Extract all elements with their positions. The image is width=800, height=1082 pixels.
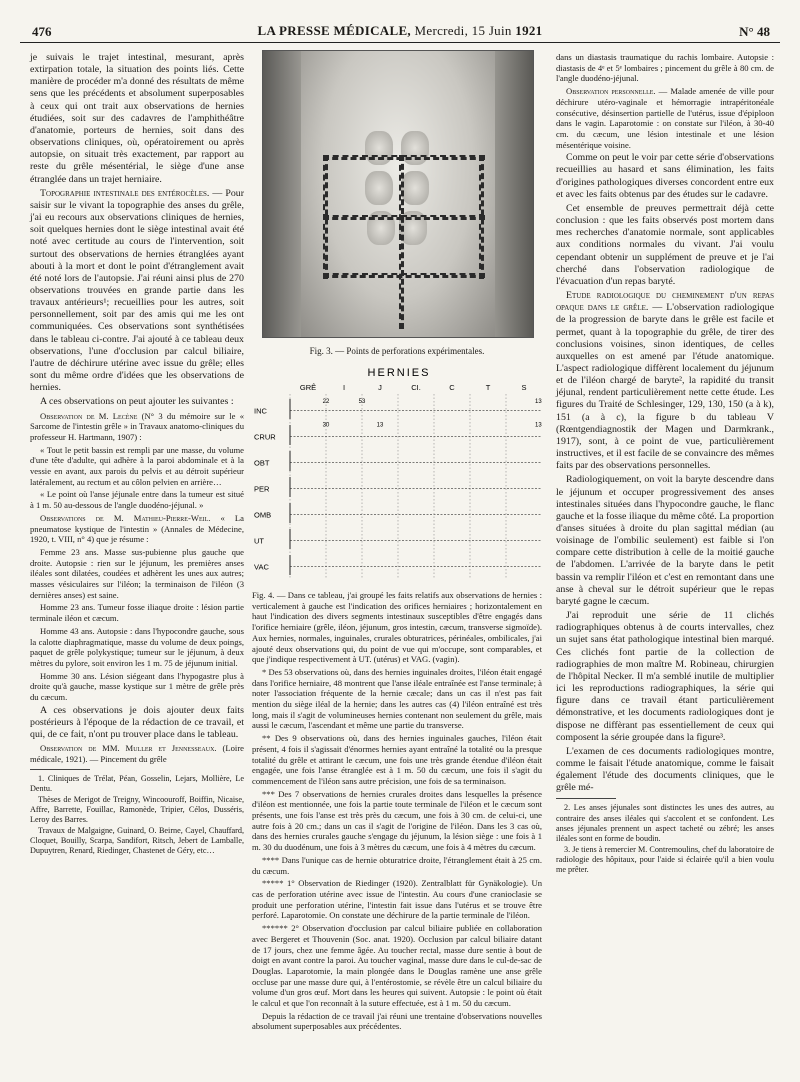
caption-note: **** Dans l'unique cas de hernie obturatrice droite, l'étranglement était à 25 cm. du cæcum. <box>252 854 542 876</box>
section-heading: Etude radiologique du cheminement d'un repas opaque dans le grêle. <box>556 290 774 314</box>
caption-note: ** Des 9 observations où, dans des hernies inguinales gauches, l'iléon était présent, 4 fois il s'agissait d'énormes hernies ayant entraîné la totalité ou la presque totalité du grêle et attirant le cæcum, une fois une très grande étendue d'iléon était engagée, une fois l'anse étranglée est à 1 m. 50 du cæcum, une fois il s'agit du commencement de l'iléon sans autre précision, une fois de sa terminaison. <box>252 733 542 786</box>
paragraph: Homme 23 ans. Tumeur fosse iliaque droite : lésion partie terminale iléon et cæcum. <box>30 602 244 624</box>
paragraph: Observation de M. Lecène (N° 3 du mémoire sur le « Sarcome de l'intestin grêle » in Travaux anatomo-cliniques du professeur H. Hartmann, 1907) : <box>30 410 244 442</box>
abdomen-image <box>301 51 495 337</box>
hernies-chart <box>250 362 548 588</box>
paragraph: Femme 23 ans. Masse sus-pubienne plus gauche que droite. Autopsie : rien sur le jéjunum, les premières anses iléales sont dilatées, coudées et adhèrent les unes aux autres; masses vésiculaires sur l'iléon; la terminaison de l'iléon (3 dernières anses) est saine. <box>30 546 244 600</box>
column-label: CI. <box>411 383 421 392</box>
column-label: GRÊ <box>299 383 317 392</box>
caption-note: * Des 53 observations où, dans des hernies inguinales droites, l'iléon était engagé dans l'orifice herniaire, 48 montrent que l'anse iléale entraînée est l'anse terminale; à noter l'association fréquente de la hernie cæcale; dans un cas il n'est pas fait mention du siège iléal de la hernie; dans les autres cas (4) l'iléon entraîné est très long, mais il s'agit de volumineuses hernies contenant non seulement du grêle, mais aussi le cæcum, l'ascendant et même une partie du transverse. <box>252 666 542 731</box>
paragraph: Observation personnelle. — Malade amenée de ville pour déchirure utéro-vaginale et hémorragie intrapéritonéale consécutive, désinsertion partielle de l'utérus, issue d'épiploon dans le vagin. Laparotomie : on constate sur l'iléon, à 30-40 cm. du cæcum, une lésion intestinale et une lésion mésentérique voisine. <box>556 86 774 150</box>
data-label: 30 <box>322 422 330 429</box>
paragraph: Topographie intestinale des entérocèles. — Pour saisir sur le vivant la topographie des anses du grêle, j'ai eu recours aux observations cliniques de hernies, soit quelques hernies dont le siège intestinal avait été noté avec certitude au cours de l'intervention, soit surtout des observations de hernies étranglées ayant abouti à la mort et dont le point d'étranglement avait été noté lors de l'autopsie. J'ai réuni ainsi plus de 270 observations trouvées en grande partie dans les travaux antérieurs¹; recueillies pour les autres, soit personnellement, soit par des amis qui me les ont communiquées. Ces observations sont synthétisées dans le tableau ci-contre. J'ai ajouté à ce tableau deux observations, l'une d'occlusion par calcul biliaire, l'autre de déchirure utérine avec issue du grêle; elles sont du même ordre d'idées que les observations de hernies. <box>30 187 244 394</box>
caption-note: Depuis la rédaction de ce travail j'ai réuni une trentaine d'observations nouvelles absolument superposables aux précédentes. <box>252 1010 542 1032</box>
paragraph: Homme 30 ans. Lésion siégeant dans l'hypogastre plus à droite qu'à gauche, masse kystique sur 1 mètre de grêle près du cæcum. <box>30 670 244 703</box>
perforation-line <box>323 273 485 278</box>
footnote: 2. Les anses jéjunales sont distinctes les unes des autres, au contraire des anses iléales qui s'accolent et se confondent. Les anses jéjunales prennent un aspect tacheté ou zébré; les anses iléales sont en forme de boudin. <box>556 803 774 843</box>
footnote-divider <box>556 798 616 799</box>
figure-3-photograph <box>262 50 534 338</box>
paragraph: je suivais le trajet intestinal, mesurant, après extirpation totale, la situation des points liés. Cette manière de procéder m'a donné des résultats de même sens que les précédents et absolument superposables à ceux qui ont trait aux observations de hernies étudiées, soit sur des cadavres de l'amphithéâtre d'anatomie, porteurs de hernies, soit dans des observations cliniques, où, opératoirement ou après autopsie, on situait très exactement, par rapport au reste du grêle mésentérial, le siège d'une anse étranglée dans un trajet herniaire. <box>30 52 244 185</box>
footnote: 3. Je tiens à remercier M. Contremoulins, chef du laboratoire de radiologie des hôpitaux, pour l'aide si éclairée qu'il a bien voulu me prêter. <box>556 844 774 875</box>
paragraph: « Le point où l'anse jéjunale entre dans la tumeur est situé à 1 m. 50 au-dessous de l'angle duodéno-jéjunal. » <box>30 489 244 511</box>
page-header <box>20 22 780 43</box>
footnotes <box>30 774 244 857</box>
paragraph: A ces observations on peut ajouter les suivantes : <box>40 396 234 408</box>
caption-note: *** Des 7 observations de hernies crurales droites dans lesquelles la présence d'iléon est mentionnée, une fois la partie toute terminale de l'iléon et le cæcum sont présents, une fois l'anse est très près du cæcum, une fois à 30 cm. de celui-ci, une autre fois à 20 cm.; dans un cas il s'agit de l'origine de l'iléon. Dans les 3 cas où, dans des hernies crurales gauche s'engage du jéjunum, la lésion siège : une fois à 1 m. 30 du duodénum, une fois à 3 mètres du cæcum, une fois à 4 mètres du cæcum. <box>252 788 542 853</box>
paragraph: Observation de MM. Muller et Jennesseaux. (Loire médicale, 1921). — Pincement du grêle <box>30 743 244 764</box>
paragraph: Cet ensemble de preuves permettrait déjà cette conclusion : que les faits observés post mortem dans mes recherches d'anatomie normale, sont applicables aux conditions normales du vivant. J'ai voulu cependant obtenir un supplément de preuve et je l'ai cherché dans l'observation radiologique de l'évacuation d'un repas baryté. <box>556 202 774 287</box>
paragraph: A ces observations je dois ajouter deux faits postérieurs à l'époque de la rédaction de ce travail, et qui, de ce fait, n'ont pu trouver place dans le tableau. <box>30 704 244 741</box>
footnote: 1. Cliniques de Trélat, Péan, Gosselin, Lejars, Mollière, Le Dentu. <box>30 773 244 793</box>
row-label: OMB <box>254 510 272 520</box>
row-label: PER <box>254 484 270 494</box>
row-label: OBT <box>254 458 270 468</box>
paragraph: J'ai reproduit une série de 11 clichés radiographiques obtenus à de courts intervalles, chez un sujet sans état pathologique intestinal bien marqué. Ces clichés font partie de la collection de radiographies de mon maître M. Robineau, chirurgien de l'hôpital Necker. Il m'a semblé inutile de multiplier ici les reproductions radiographiques, la série qui figure dans ce travail étant particulièrement démonstrative, et les documents radiologiques dont je dispose ne diffèrant pas essentiellement de ceux qui composent la série groupée dans la figure³. <box>556 610 774 743</box>
figure-3-caption: Fig. 3. — Points de perforations expérimentales. <box>309 346 485 356</box>
caption-note: ****** 2° Observation d'occlusion par calcul biliaire publiée en collaboration avec Bergeret et Thouvenin (Soc. anat. 1920). Occlusion par calcul biliaire datant de 17 jours, chez une femme âgée. Au toucher rectal, masse dure sentie à bout de doigt en avant contre la paroi. Au toucher vaginal, masse dure dans le cul-de-sac de Douglas. Laparotomie, la main plongée dans le Douglas ramène une anse grêle occluse par une masse dure qui, à l'entérostomie, se révèle être un calcul biliaire du volume d'un gros œuf. Mort dans les heures qui suivent. Autopsie : le point où était le calcul et que l'on reconnaît à la suture effectuée, est à 1 m. 50 du cæcum. <box>252 923 542 1009</box>
paragraph: Radiologiquement, on voit la baryte descendre dans le jéjunum et occuper progressivement des anses intestinales situées dans l'hypocondre gauche, le flanc gauche et la fosse iliaque du même côté. La proportion d'anses situées à droite du plan sagittal médian (au voisinage de l'ombilic seulement) est faible si l'on compare cette distribution à celle de la moitié gauche de l'abdomen. L'arrivée de la baryte dans le petit bassin va remplir l'iléon et c'est en remontant dans une anse à cheval sur le détroit supérieur que le repas baryté gagne le cæcum. <box>556 474 774 607</box>
muscle-shape <box>401 171 429 205</box>
data-label: 53 <box>358 399 366 406</box>
data-label: 13 <box>535 422 542 429</box>
row-label: CRUR <box>254 432 276 442</box>
column-label: T <box>485 383 491 392</box>
row-label: INC <box>254 406 267 416</box>
paragraph: Etude radiologique du cheminement d'un repas opaque dans le grêle. — L'observation radiologique de la progression de baryte dans le grêle est facile et permet, quant à la topographie du grêle, de tirer des conclusions voisines, sinon identiques, de celles auxquelles on est amené par l'étude anatomique. L'aspect radiologique diffèrent localement du jéjunum et de l'iléon chargé de baryte², la rapidité du transit jéjunal, rendent particulièrement nette cette étude. Les figures du Traité de Schlesinger, 129, 130, 150 (a à k), 151 (a à c), la figure b du tableau V (Rœntgendiagnostik der Magen und Darmkrank., 1917), sont, à ce point de vue, particulièrement instructives, et il est facile de se convaincre des mêmes faits par des observations personnelles. <box>556 290 774 472</box>
paragraph: Observations de M. Mathieu-Pierre-Weil. « La pneumatose kystique de l'intestin » (Annales de Médecine, 1920, t. VIII, n° 4) que je résume : <box>30 512 244 545</box>
paragraph: L'examen de ces documents radiologiques montre, comme le faisait l'étude anatomique, comme le faisait également l'étude des documents cliniques, que le grêle mé- <box>556 745 774 794</box>
data-label: 13 <box>535 399 542 406</box>
footnotes <box>556 803 774 875</box>
column-label: C <box>449 383 455 392</box>
figure-4-caption <box>252 590 542 1034</box>
footnote: Thèses de Merigot de Treigny, Wincoouroff, Boiffin, Nicaise, Affre, Barrette, Fouillac, Ramonède, Tripier, Célos, Dusséris, Leroy des Barres. <box>30 794 244 825</box>
paragraph: Homme 43 ans. Autopsie : dans l'hypocondre gauche, sous la calotte diaphragmatique, masse du volume de deux poings, paquet de grêle polykystique; tumeur sur le jéjunum, à deux mètres du pylore, soit environ les 1 m. 75 de jéjunum initial. <box>30 625 244 668</box>
column-label: I <box>342 383 346 392</box>
issue-number: N° 48 <box>739 24 770 39</box>
muscle-shape <box>365 171 393 205</box>
caption-paragraph: Fig. 4. — Dans ce tableau, j'ai groupé les faits relatifs aux observations de hernies : verticalement à gauche est l'indication des orifices herniaires ; horizontalement en haut l'indication des divers segments intestinaux susceptibles d'être engagés dans l'orifice herniaire (grêle, iléon, jéjunum, gros intestin, cæcum, transverse sigmoïde). Aux hernies, normales, inguinales, crurales obturatrices, périnéales, ombilicales, j'ai ajouté deux observations qui, du point de vue qui m'occupe, sont comparables, et que j'indique respectivement à UT. (utérus) et VAG. (vagin). <box>252 590 542 665</box>
row-label: VAC <box>254 562 269 572</box>
row-label: UT <box>254 536 264 546</box>
perforation-line <box>399 155 404 329</box>
journal-title: LA PRESSE MÉDICALE, Mercredi, 15 Juin 1921 <box>257 23 543 38</box>
paragraph: « Tout le petit bassin est rempli par une masse, du volume d'une tête d'adulte, qui adhère à la paroi abdominale et à la vessie en avant, aux parois du pelvis et au détroit supérieur latéralement, au rectum et au côlon pelvien en arrière… <box>30 444 244 487</box>
paragraph: dans un diastasis traumatique du rachis lombaire. Autopsie : diastasis de 4ᵉ et 5ᵉ lombaires ; pincement du grêle à 80 cm. de l'angle duodéno-jéjunal. <box>556 52 774 84</box>
footnote: Travaux de Malgaigne, Guinard, O. Beirne, Cayel, Chauffard, Cloquet, Bouilly, Scarpa, Sandifort, Ritsch, Jebert de Lamballe, Dupuytren, Renard, Riedinger, Chastenet de Géry, etc… <box>30 826 244 856</box>
perforation-line <box>323 215 485 220</box>
caption-note: ***** 1° Observation de Riedinger (1920). Zentralblatt für Gynäkologie). Un cas de perforation utérine avec issue de l'intestin. Au cours d'une cranioclasie se produit une perforation utérine, l'intestin fait issue dans l'utérus et se trouve être perforé. Laparotomie. On constate une déchirure de la partie terminale de l'iléon. <box>252 878 542 921</box>
data-label: 13 <box>376 422 384 429</box>
chart-title: HERNIES <box>367 367 431 379</box>
section-heading: Topographie intestinale des entérocèles. <box>40 187 210 199</box>
column-label: S <box>521 383 527 392</box>
page-number: 476 <box>32 24 52 39</box>
footnote-divider <box>30 769 90 770</box>
column-left <box>30 52 244 857</box>
data-label: 22 <box>322 399 330 406</box>
column-label: J <box>378 383 382 392</box>
paragraph: Comme on peut le voir par cette série d'observations recueillies au hasard et sans élimination, les faits d'origines pathologiques diverses concordent entre eux et avec les faits obtenus par des études sur le cadavre. <box>556 152 774 200</box>
column-right <box>556 52 774 876</box>
perforation-line <box>323 155 485 160</box>
